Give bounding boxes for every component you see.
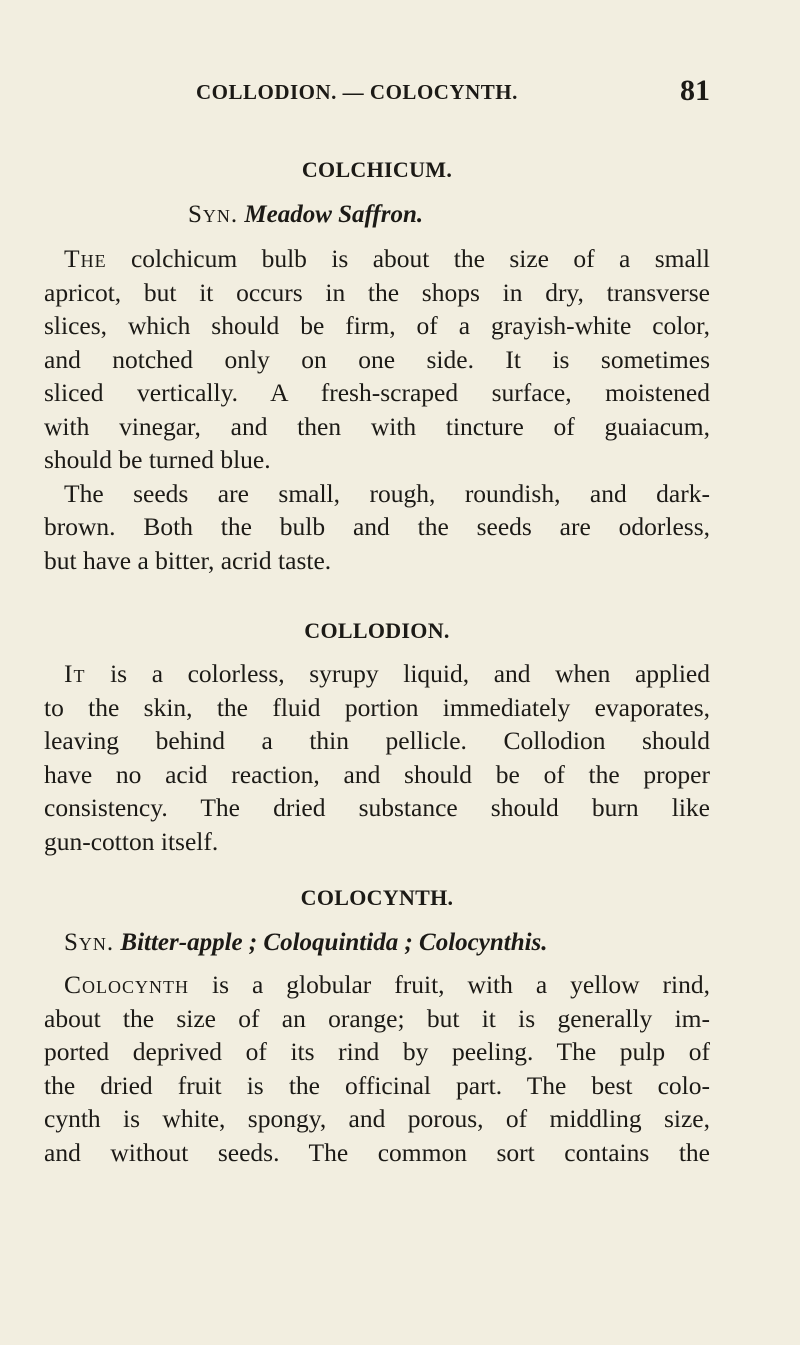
synonym-prefix: Syn.: [188, 201, 239, 228]
paragraph-line: cynth is white, spongy, and porous, of middling size,: [44, 1104, 710, 1133]
paragraph-line: ported deprived of its rind by peeling. The pulp of: [44, 1037, 710, 1066]
paragraph-line: gun-cotton itself.: [44, 826, 219, 856]
running-head: [44, 74, 710, 120]
synonym-names: Bitter-apple ; Coloquintida ; Colocynthis.: [120, 929, 548, 956]
section-heading-collodion: COLLODION.: [304, 618, 450, 643]
synonym-prefix: Syn.: [64, 929, 115, 956]
paragraph-line: Colocynth is a globular fruit, with a yellow rind,: [64, 970, 710, 999]
lead-word: It: [64, 659, 86, 688]
paragraph-line: have no acid reaction, and should be of the proper: [44, 759, 710, 789]
paragraph-line: slices, which should be firm, of a grayish-white color,: [44, 311, 710, 340]
paragraph-collodion: [44, 657, 710, 858]
paragraph-line: consistency. The dried substance should burn like: [44, 793, 710, 822]
section-heading-colocynth: COLOCYNTH.: [300, 885, 454, 910]
paragraph-line: sliced vertically. A fresh-scraped surface, moistened: [44, 378, 710, 407]
synonym-line-colocynth: [44, 926, 710, 960]
paragraph-line: leaving behind a thin pellicle. Collodion should: [44, 726, 710, 755]
paragraph-line: with vinegar, and then with tincture of guaiacum,: [44, 411, 710, 441]
paragraph-colchicum-seeds: [44, 477, 710, 578]
lead-word: Colocynth: [64, 970, 189, 999]
running-title: COLLODION. — COLOCYNTH.: [196, 80, 518, 104]
paragraph-line: but have a bitter, acrid taste.: [44, 545, 332, 575]
paragraph-colocynth: [44, 968, 710, 1169]
paragraph-line: apricot, but it occurs in the shops in dry, transverse: [44, 277, 710, 307]
paragraph-line: about the size of an orange; but it is generally im-: [44, 1003, 710, 1033]
paragraph-line: to the skin, the fluid portion immediately evaporates,: [44, 692, 710, 722]
paragraph-line: The seeds are small, rough, roundish, and dark-: [64, 478, 710, 508]
paragraph-line: The colchicum bulb is about the size of a small: [64, 244, 710, 273]
paragraph-line: and notched only on one side. It is sometimes: [44, 344, 710, 374]
paragraph-line: the dried fruit is the officinal part. The best colo-: [44, 1070, 710, 1100]
paragraph-line: brown. Both the bulb and the seeds are odorless,: [44, 512, 710, 541]
paragraph-colchicum: [44, 242, 710, 477]
synonym-line-colchicum: [44, 198, 710, 232]
section-heading-colchicum: COLCHICUM.: [301, 157, 453, 182]
page-number: 81: [680, 74, 710, 107]
paragraph-line: and without seeds. The common sort contains the: [44, 1137, 710, 1167]
synonym-names: Meadow Saffron.: [244, 201, 424, 228]
book-page: [44, 74, 710, 1169]
paragraph-line: should be turned blue.: [44, 445, 271, 474]
lead-word: The: [64, 244, 107, 273]
paragraph-line: It is a colorless, syrupy liquid, and when applied: [64, 659, 710, 688]
